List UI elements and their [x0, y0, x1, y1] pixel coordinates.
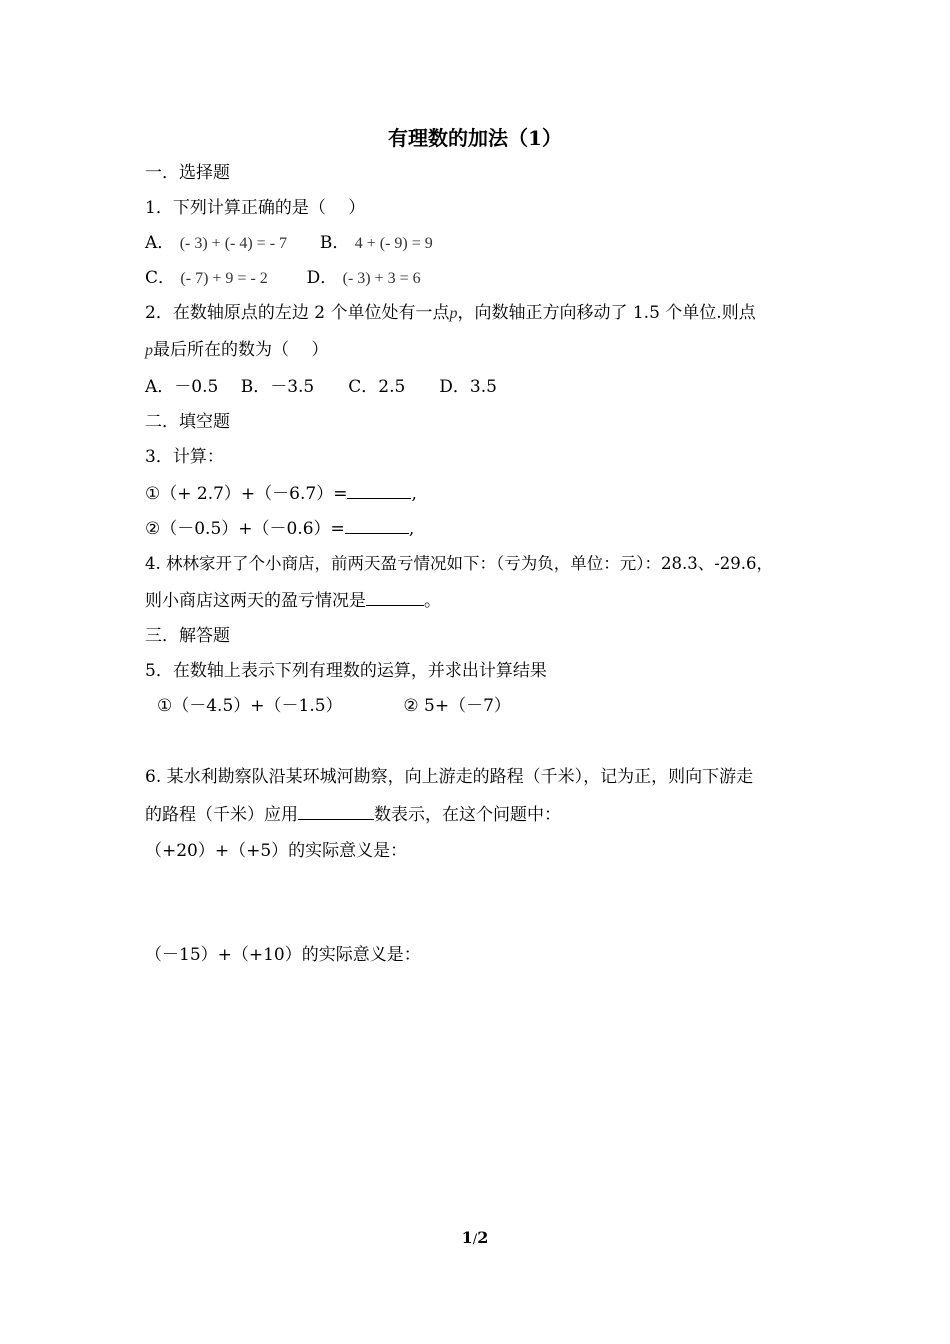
page-total: 2	[477, 1228, 489, 1247]
page-current: 1	[461, 1228, 473, 1247]
question-6-line2-text: 的路程（千米）应用	[145, 805, 298, 825]
question-5-item-2: ② 5+（－7）	[403, 696, 511, 716]
section-answer-heading: 三．解答题	[145, 626, 230, 646]
question-5-stem: 5．在数轴上表示下列有理数的运算，并求出计算结果	[145, 661, 547, 681]
question-2-text-2: ，向数轴正方向移动了 1.5 个单位.则点	[457, 303, 756, 323]
question-4-line2	[145, 589, 441, 612]
variable-p: p	[449, 305, 458, 322]
question-4-line2-text: 则小商店这两天的盈亏情况是	[145, 591, 366, 611]
answer-blank-3-2[interactable]	[345, 517, 409, 534]
question-2-text-3: 最后所在的数为（ ）	[153, 340, 329, 360]
option-b-label: B．	[319, 233, 350, 253]
page-number	[0, 1228, 950, 1247]
option-a-label: A．	[145, 233, 175, 253]
question-3-stem: 3．计算：	[145, 447, 224, 467]
question-6-part-2: （－15）+（+10）的实际意义是：	[145, 945, 421, 965]
question-3-item-1	[145, 482, 417, 505]
option-d-expression: (- 3) + 3 = 6	[342, 270, 421, 287]
question-2-text-1: 2．在数轴原点的左边 2 个单位处有一点	[145, 303, 450, 323]
question-1-options-cd	[145, 267, 421, 290]
question-4-line1: 4. 林林家开了个小商店，前两天盈亏情况如下：（亏为负，单位：元）：28.3、-29.6，	[145, 554, 774, 573]
page-title: 有理数的加法（1）	[388, 126, 562, 150]
option-a-expression: (- 3) + (- 4) = - 7	[179, 235, 288, 252]
answer-blank-3-1[interactable]	[347, 482, 411, 499]
question-3-item-2-text: ②（－0.5）+（－0.6）=	[145, 519, 345, 539]
answer-blank-4[interactable]	[366, 589, 424, 606]
option-c-expression: (- 7) + 9 = - 2	[180, 270, 268, 287]
question-3-item-1-text: ①（+ 2.7）+（－6.7）=	[145, 484, 348, 504]
question-2-stem-line2	[145, 339, 328, 362]
question-3-item-2	[145, 517, 414, 540]
question-6-part-1: （+20）+（+5）的实际意义是：	[145, 841, 408, 861]
question-4-period: 。	[424, 591, 441, 611]
question-2-stem-line1	[145, 302, 756, 325]
question-5-items	[157, 695, 511, 717]
question-6-line2	[145, 803, 561, 826]
question-3-item-2-comma: ,	[408, 519, 415, 539]
variable-p-2: p	[145, 342, 153, 359]
answer-blank-6[interactable]	[298, 803, 374, 820]
question-6-line1: 6. 某水利勘察队沿某环城河勘察，向上游走的路程（千米），记为正，则向下游走	[145, 767, 754, 787]
question-1-stem: 1．下列计算正确的是（ ）	[145, 198, 366, 218]
question-1-options-ab	[145, 232, 433, 255]
question-3-item-1-comma: ,	[411, 484, 417, 504]
option-c-label: C．	[145, 268, 176, 288]
page-separator: /	[472, 1232, 478, 1247]
question-2-options: A．－0.5 B．－3.5 C．2.5 D．3.5	[145, 377, 497, 397]
option-d-label: D．	[306, 268, 338, 288]
question-6-line2-tail: 数表示，在这个问题中：	[374, 805, 561, 825]
question-5-item-1: ①（－4.5）+（－1.5）	[157, 696, 343, 716]
section-fill-heading: 二．填空题	[145, 412, 230, 432]
section-choice-heading: 一．选择题	[145, 163, 230, 183]
option-b-expression: 4 + (- 9) = 9	[354, 235, 433, 252]
